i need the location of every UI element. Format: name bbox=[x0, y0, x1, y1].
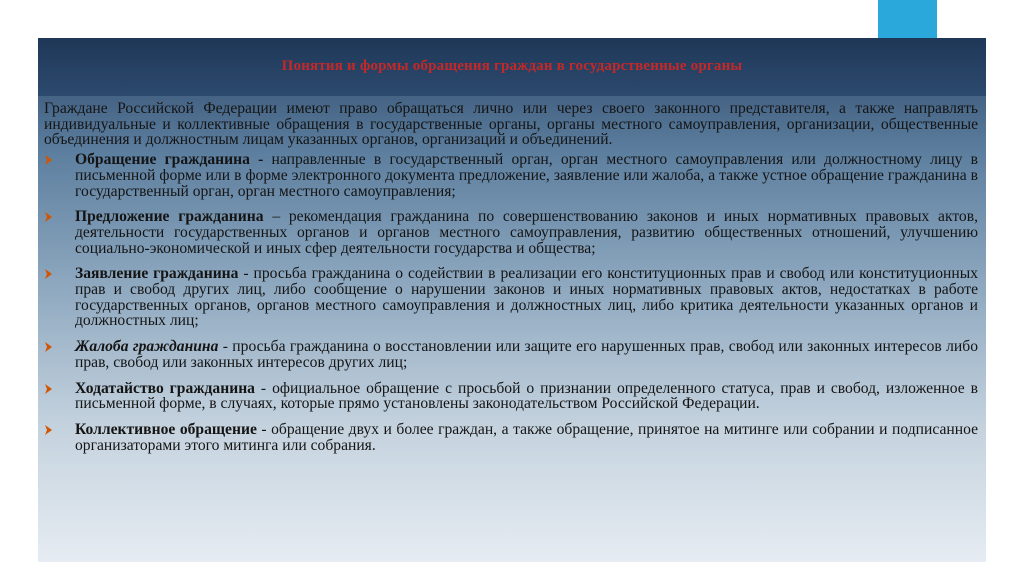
list-item bbox=[44, 422, 978, 453]
accent-bar bbox=[878, 0, 937, 38]
term-definition: - просьба гражданина о восстановлении или защите его нарушенных прав, свобод или законных интересов либо прав, свобод или законных интересов других лиц; bbox=[75, 338, 978, 371]
term-definition: - обращение двух и более граждан, а также обращение, принятое на митинге или собрании и подписанное организаторами этого митинга или собрания. bbox=[75, 420, 978, 454]
definitions-list bbox=[44, 152, 978, 453]
slide-title: Понятия и формы обращения граждан в государственные органы bbox=[281, 58, 743, 74]
slide-content bbox=[44, 101, 978, 463]
term-definition: направленные в государственный орган, орган местного самоуправления или должностному лицу в письменной форме или в форме электронного документа предложение, заявление или жалоба, а также устное обращение гражданина в государственный орган, орган местного самоуправления; bbox=[75, 151, 979, 200]
chevron-arrow-icon bbox=[44, 268, 54, 280]
term-label: Коллективное обращение bbox=[75, 420, 257, 438]
slide bbox=[38, 38, 986, 562]
chevron-arrow-icon bbox=[44, 383, 54, 395]
chevron-arrow-icon bbox=[44, 424, 54, 436]
term-definition: – рекомендация гражданина по совершенствованию законов и иных нормативных правовых актов, деятельности государственных органов и органов местного самоуправления, развитию общественных отношений, улучшению социально-экономической и иных сфер деятельности государства и общества; bbox=[75, 208, 978, 257]
term-label: Ходатайство гражданина bbox=[75, 379, 255, 397]
term-definition: - просьба гражданина о содействии в реализации его конституционных прав и свобод или конституционных прав и свобод других лиц, либо сообщение о нарушении законов и иных нормативных правовых актов, недостатках в работе государственных органов, органов местного самоуправления и должностных лиц, либо критика деятельности указанных органов и должностных лиц; bbox=[75, 265, 979, 330]
title-band bbox=[38, 38, 986, 96]
list-item bbox=[44, 209, 978, 256]
chevron-arrow-icon bbox=[44, 154, 54, 166]
list-item bbox=[44, 381, 978, 412]
list-item bbox=[44, 339, 978, 370]
chevron-arrow-icon bbox=[44, 341, 54, 353]
intro-paragraph: Граждане Российской Федерации имеют право обращаться лично или через своего законного представителя, а также направлять индивидуальные и коллективные обращения в государственные органы, органы местного самоуправления, организации, общественные объединения и должностным лицам указанных органов, организаций и объединений. bbox=[44, 100, 978, 149]
term-label: Обращение гражданина - bbox=[75, 151, 264, 169]
list-item bbox=[44, 152, 978, 199]
chevron-arrow-icon bbox=[44, 211, 54, 223]
list-item bbox=[44, 266, 978, 329]
term-label: Предложение гражданина bbox=[75, 208, 264, 226]
term-definition: - официальное обращение с просьбой о признании определенного статуса, прав и свобод, изложенное в письменной форме, в случаях, которые прямо установлены законодательством Российской Федерации. bbox=[75, 379, 978, 413]
term-label: Заявление гражданина bbox=[75, 265, 239, 283]
term-label: Жалоба гражданина bbox=[75, 338, 219, 356]
